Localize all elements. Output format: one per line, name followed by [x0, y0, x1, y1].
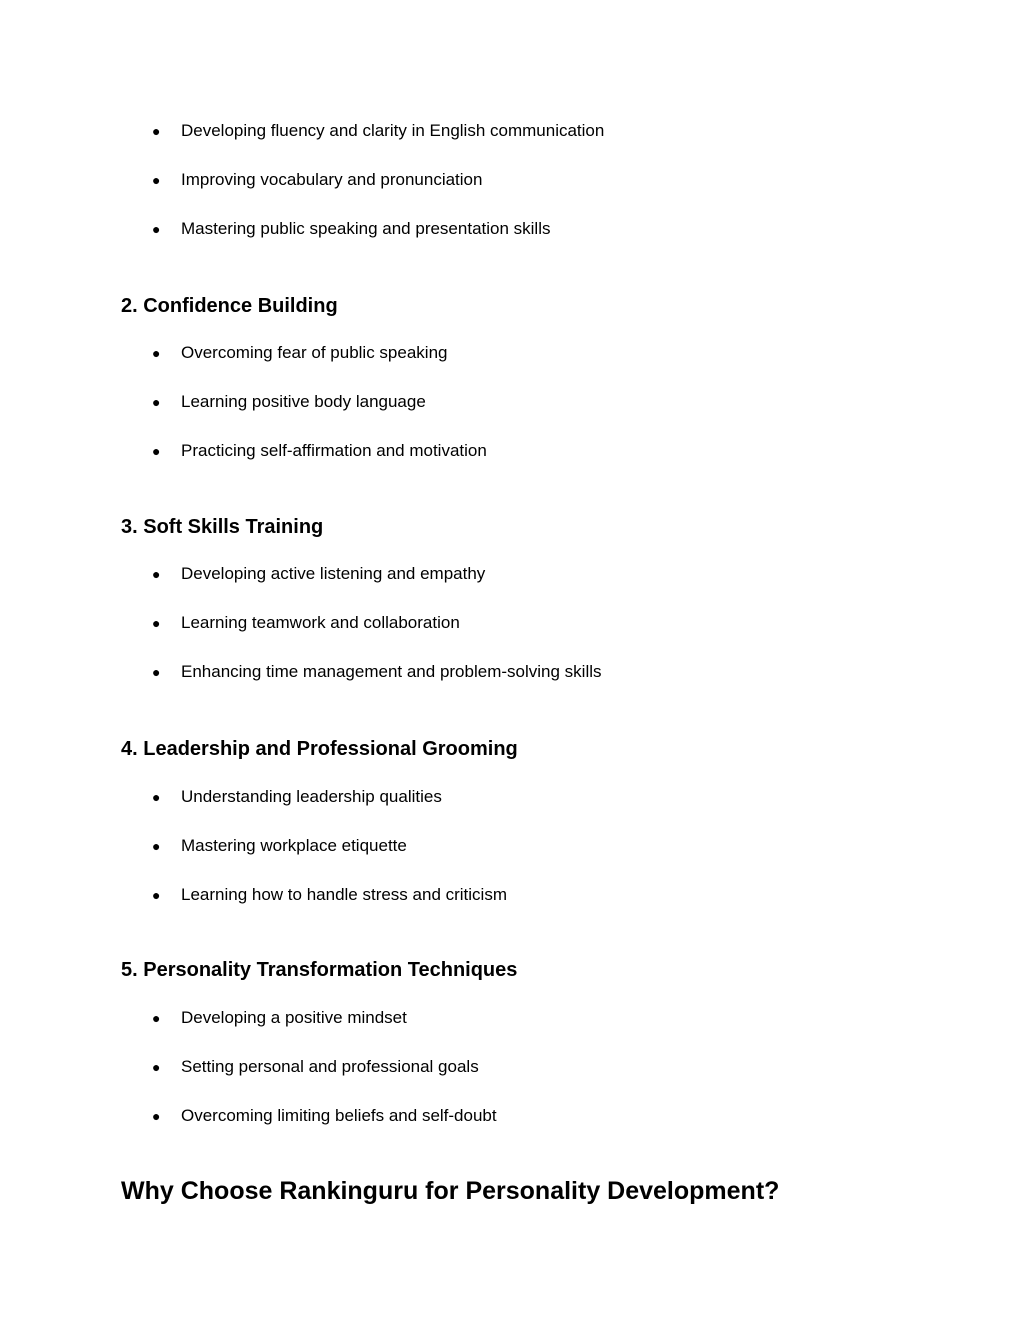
- list-item-text: Developing a positive mindset: [181, 1008, 407, 1027]
- bullet-icon: ●: [152, 664, 161, 680]
- main-heading-why-choose: Why Choose Rankinguru for Personality Development?: [121, 1177, 780, 1205]
- list-item-text: Overcoming limiting beliefs and self-doubt: [181, 1106, 497, 1125]
- list-item-text: Practicing self-affirmation and motivation: [181, 441, 487, 460]
- list-item-text: Developing fluency and clarity in English communication: [181, 121, 605, 140]
- list-item-text: Improving vocabulary and pronunciation: [181, 170, 483, 189]
- bullet-icon: ●: [152, 345, 161, 361]
- list-item-text: Overcoming fear of public speaking: [181, 343, 448, 362]
- bullet-icon: ●: [152, 887, 161, 903]
- list-item-text: Learning teamwork and collaboration: [181, 613, 460, 632]
- bullet-icon: ●: [152, 1108, 161, 1124]
- list-item-text: Mastering public speaking and presentation skills: [181, 219, 551, 238]
- list-item-text: Learning positive body language: [181, 392, 426, 411]
- bullet-icon: ●: [152, 838, 161, 854]
- bullet-icon: ●: [152, 221, 161, 237]
- section-heading-personality-transformation: 5. Personality Transformation Techniques: [121, 959, 518, 981]
- bullet-icon: ●: [152, 443, 161, 459]
- list-item-text: Enhancing time management and problem-solving skills: [181, 662, 602, 681]
- bullet-icon: ●: [152, 1010, 161, 1026]
- section-heading-soft-skills-training: 3. Soft Skills Training: [121, 516, 324, 538]
- list-item-text: Developing active listening and empathy: [181, 564, 486, 583]
- list-item-text: Mastering workplace etiquette: [181, 836, 407, 855]
- bullet-icon: ●: [152, 394, 161, 410]
- bullet-icon: ●: [152, 123, 161, 139]
- bullet-icon: ●: [152, 172, 161, 188]
- section-heading-confidence-building: 2. Confidence Building: [121, 295, 338, 317]
- list-item-text: Understanding leadership qualities: [181, 787, 442, 806]
- list-item-text: Learning how to handle stress and criticism: [181, 885, 507, 904]
- bullet-icon: ●: [152, 615, 161, 631]
- bullet-icon: ●: [152, 1059, 161, 1075]
- list-item-text: Setting personal and professional goals: [181, 1057, 479, 1076]
- bullet-icon: ●: [152, 566, 161, 582]
- bullet-icon: ●: [152, 789, 161, 805]
- section-heading-leadership-professional-grooming: 4. Leadership and Professional Grooming: [121, 738, 518, 760]
